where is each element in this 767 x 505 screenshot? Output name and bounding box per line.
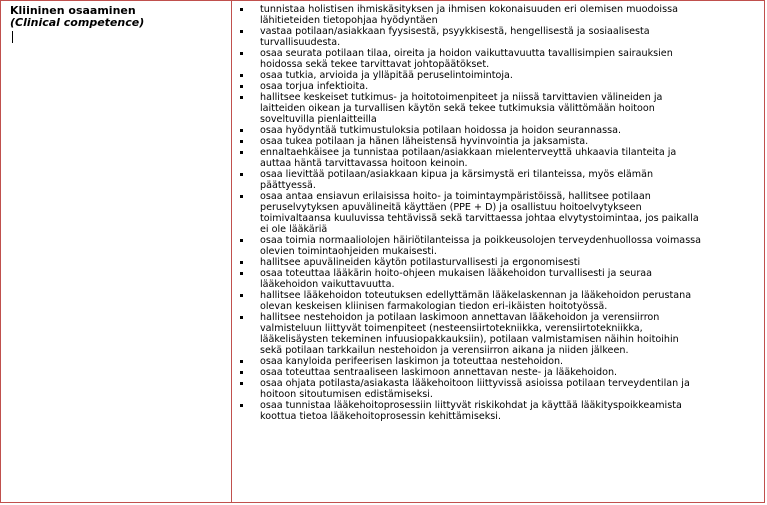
category-cell — [1, 1, 232, 502]
competence-list-item — [232, 191, 758, 235]
competence-line: päättyessä. — [260, 180, 316, 191]
competence-list-item — [232, 48, 758, 70]
bullet-icon — [240, 261, 243, 264]
competence-line: hoitoon sitoutumisen edistämiseksi. — [260, 389, 433, 400]
bullet-icon — [240, 195, 243, 198]
competence-line: valmisteluun liittyvät toimenpiteet (nesteensiirtotekniikka, verensiirtotekniikka, — [260, 323, 643, 334]
competence-line: osaa toteuttaa lääkärin hoito-ohjeen mukaisen lääkehoidon turvallisesti ja seuraa — [260, 268, 653, 279]
competence-line: osaa toteuttaa sentraaliseen laskimoon annettavan neste- ja lääkehoidon. — [260, 367, 618, 378]
competence-line: tunnistaa holistisen ihmiskäsityksen ja ihmisen kokonaisuuden eri olemisen muodoissa — [260, 4, 678, 15]
competence-line: osaa kanyloida perifeerisen laskimon ja toteuttaa nestehoidon. — [260, 356, 564, 367]
competence-list-item — [232, 235, 758, 257]
bullet-icon — [240, 129, 243, 132]
competence-list-item — [232, 147, 758, 169]
competence-line: osaa antaa ensiavun erilaisissa hoito- ja toimintaympäristöissä, hallitsee potilaan — [260, 191, 651, 202]
competence-line: osaa tukea potilaan ja hänen läheistensä hyvinvointia ja jaksamista. — [260, 136, 589, 147]
competence-line: lähitieteiden tietopohjaa hyödyntäen — [260, 15, 438, 26]
competence-line: olevan keskeisen kliinisen farmakologian tiedon eri-ikäisten hoitotyössä. — [260, 301, 608, 312]
competence-line: laitteiden oikean ja turvallisen käytön sekä tekee tutkimuksia välittömään hoitoon — [260, 103, 655, 114]
competence-line: auttaa häntä tarvittavassa hoitoon keinoin. — [260, 158, 468, 169]
competence-line: osaa tutkia, arvioida ja ylläpitää peruselintoimintoja. — [260, 70, 513, 81]
competence-line: osaa toimia normaaliolojen häiriötilanteissa ja poikkeusolojen terveydenhuollossa voimassa — [260, 235, 702, 246]
bullet-icon — [240, 316, 243, 319]
competence-list-item — [232, 125, 758, 136]
competence-line: osaa lievittää potilaan/asiakkaan kipua ja kärsimystä eri tilanteissa, myös elämän — [260, 169, 654, 180]
bullet-icon — [240, 382, 243, 385]
competence-line: hoidossa sekä tekee tarvittavat johtopäätökset. — [260, 59, 490, 70]
competence-line: lääkelisäysten tekeminen infuusiopakkauksiin), potilaan valmistamisen näihin hoitoihin — [260, 334, 679, 345]
competence-list-item — [232, 290, 758, 312]
competence-line: vastaa potilaan/asiakkaan fyysisestä, psyykkisestä, hengellisestä ja sosiaalisesta — [260, 26, 650, 37]
bullet-icon — [240, 74, 243, 77]
competence-line: osaa seurata potilaan tilaa, oireita ja hoidon vaikuttavuutta tavallisimpien sairauksien — [260, 48, 673, 59]
competence-list-item — [232, 169, 758, 191]
competence-list-item — [232, 26, 758, 48]
bullet-icon — [240, 294, 243, 297]
competence-list-item — [232, 268, 758, 290]
competence-line: osaa ohjata potilasta/asiakasta lääkehoitoon liittyvissä asioissa potilaan terveydentilan ja — [260, 378, 690, 389]
competence-line: osaa torjua infektioita. — [260, 81, 369, 92]
bullet-icon — [240, 371, 243, 374]
competence-line: soveltuvilla pienlaitteilla — [260, 114, 377, 125]
competence-list-item — [232, 136, 758, 147]
competence-line: hallitsee lääkehoidon toteutuksen edellyttämän lääkelaskennan ja lääkehoidon perustana — [260, 290, 692, 301]
competence-line: lääkehoidon vaikuttavuutta. — [260, 279, 395, 290]
competence-list-item — [232, 356, 758, 367]
competence-list-item — [232, 70, 758, 81]
competence-line: hallitsee keskeiset tutkimus- ja hoitotoimenpiteet ja niissä tarvittavien välineiden ja — [260, 92, 663, 103]
competence-line: ennaltaehkäisee ja tunnistaa potilaan/asiakkaan mielenterveyttä uhkaavia tilanteita ja — [260, 147, 677, 158]
competence-list — [232, 4, 758, 422]
bullet-icon — [240, 151, 243, 154]
competence-list-item — [232, 81, 758, 92]
competence-list-cell — [232, 1, 764, 502]
competence-line: hallitsee apuvälineiden käytön potilasturvallisesti ja ergonomisesti — [260, 257, 581, 268]
competence-list-item — [232, 400, 758, 422]
bullet-icon — [240, 360, 243, 363]
bullet-icon — [240, 8, 243, 11]
competence-list-item — [232, 92, 758, 125]
category-subtitle: (Clinical competence) — [10, 16, 145, 29]
competence-line: turvallisuudesta. — [260, 37, 341, 48]
bullet-icon — [240, 30, 243, 33]
competence-list-item — [232, 4, 758, 26]
bullet-icon — [240, 272, 243, 275]
bullet-icon — [240, 140, 243, 143]
competence-line: ei ole lääkäriä — [260, 224, 328, 235]
bullet-icon — [240, 404, 243, 407]
competence-line: osaa tunnistaa lääkehoitoprosessiin liittyvät riskikohdat ja käyttää lääkityspoikkeamista — [260, 400, 682, 411]
competence-line: sekä potilaan tarkkailun nestehoidon ja verensiirron aikana ja niiden jälkeen. — [260, 345, 629, 356]
competence-line: peruselvytyksen apuvälineitä käyttäen (PPE + D) ja osallistuu hoitoelvytykseen — [260, 202, 642, 213]
bullet-icon — [240, 85, 243, 88]
competence-list-item — [232, 378, 758, 400]
bullet-icon — [240, 52, 243, 55]
bullet-icon — [240, 239, 243, 242]
competence-list-item — [232, 257, 758, 268]
competence-list-item — [232, 312, 758, 356]
competence-line: osaa hyödyntää tutkimustuloksia potilaan hoidossa ja hoidon seurannassa. — [260, 125, 622, 136]
text-cursor — [12, 31, 13, 43]
competence-line: toimivaltaansa kuuluvissa tehtävissä sekä tarvittaessa johtaa elvytystoimintaa, jos paikalla — [260, 213, 699, 224]
competence-line: koottua tietoa lääkehoitoprosessin kehittämiseksi. — [260, 411, 501, 422]
bullet-icon — [240, 96, 243, 99]
bullet-icon — [240, 173, 243, 176]
competence-list-item — [232, 367, 758, 378]
competence-line: hallitsee nestehoidon ja potilaan laskimoon annettavan lääkehoidon ja verensiirron — [260, 312, 660, 323]
competence-line: olevien toimintaohjeiden mukaisesti. — [260, 246, 437, 257]
category-title: Kliininen osaaminen — [10, 4, 136, 17]
